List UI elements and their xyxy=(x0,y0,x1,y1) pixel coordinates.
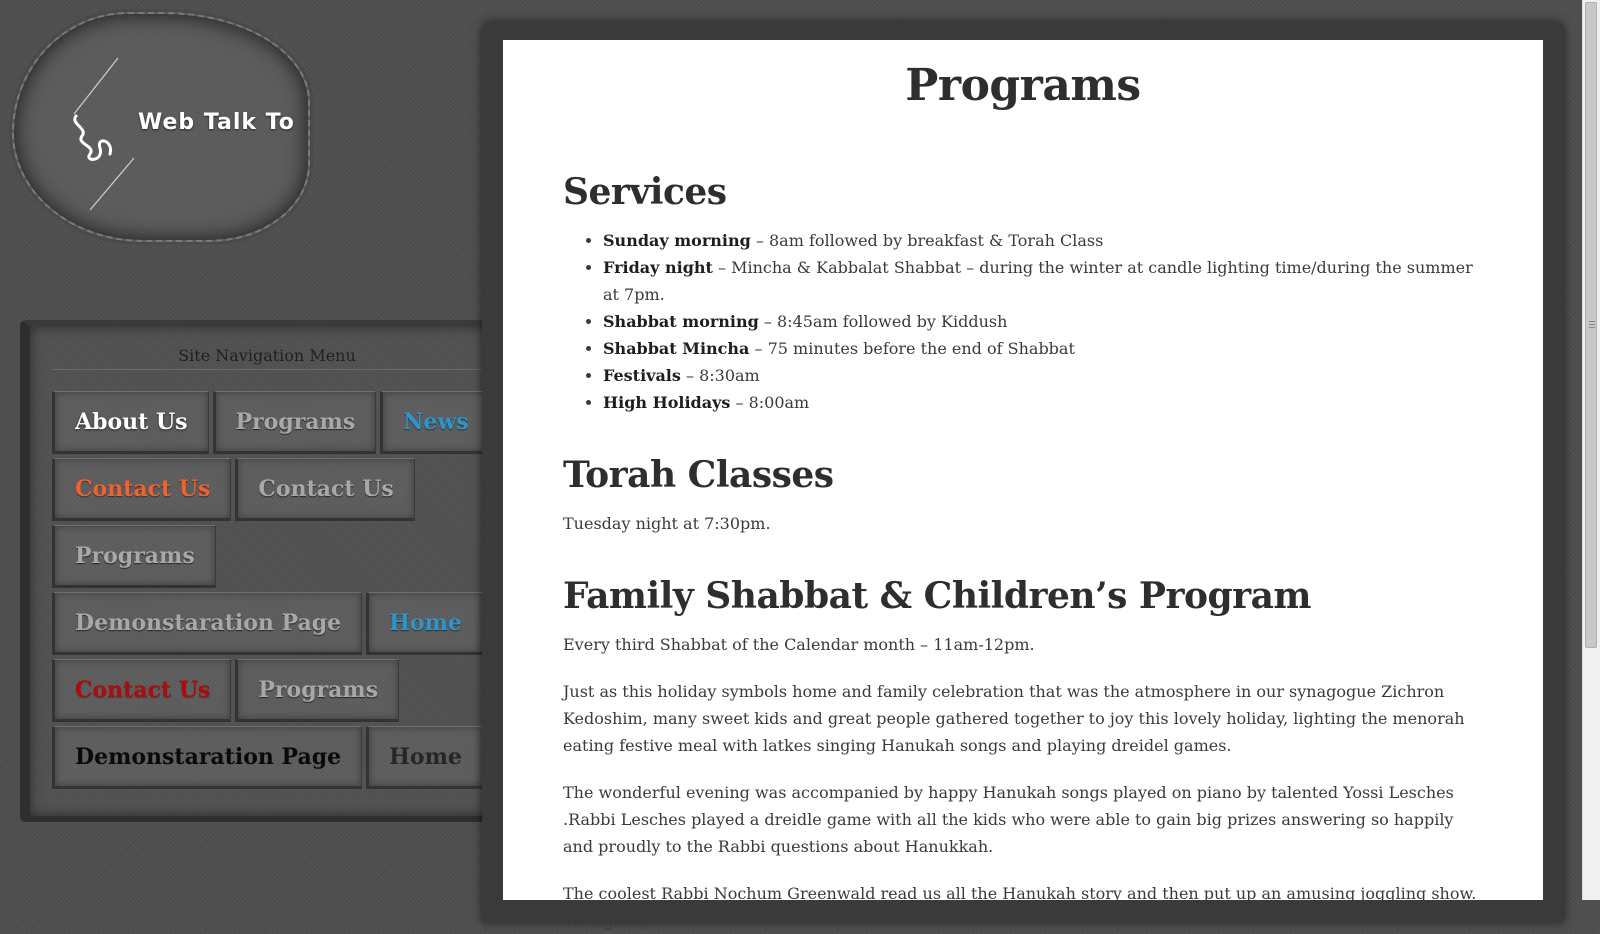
list-item xyxy=(603,308,1483,335)
nav-item-home[interactable]: Home xyxy=(366,592,483,655)
logo-text: Web Talk To xyxy=(138,110,295,135)
family-paragraph: The wonderful evening was accompanied by happy Hanukah songs played on piano by talented Yossi Lesches .Rabbi Lesches played a dreidle game with all the kids who were able to gain big prizes answering so happily and proudly to the Rabbi questions about Hanukkah. xyxy=(563,783,1454,856)
service-detail: – 8:30am xyxy=(680,366,760,385)
services-heading: Services xyxy=(563,171,727,213)
nav-item-contact-us[interactable]: Contact Us xyxy=(52,458,231,521)
grip-icon xyxy=(1589,321,1595,329)
list-item xyxy=(603,227,1483,254)
service-name: Sunday morning xyxy=(603,231,751,250)
nav-item-contact-us[interactable]: Contact Us xyxy=(235,458,414,521)
torah-classes-text: Tuesday night at 7:30pm. xyxy=(563,514,771,533)
page-title: Programs xyxy=(905,60,1141,111)
service-detail: – 8:45am followed by Kiddush xyxy=(758,312,1008,331)
site-navigation-panel xyxy=(20,320,492,822)
family-program-heading: Family Shabbat & Children’s Program xyxy=(563,575,1312,617)
nav-row xyxy=(52,391,472,454)
services-list xyxy=(563,227,1483,416)
nav-row xyxy=(52,659,472,722)
site-logo[interactable] xyxy=(12,12,310,242)
family-paragraph: Just as this holiday symbols home and family celebration that was the atmosphere in our synagogue Zichron Kedoshim, many sweet kids and great people gathered together to joy this lovely holiday, lighting the menorah eating festive meal with latkes singing Hanukah songs and playing dreidel games. xyxy=(563,682,1465,755)
list-item xyxy=(603,254,1483,308)
nav-row xyxy=(52,458,472,521)
service-detail: – 8am followed by breakfast & Torah Class xyxy=(750,231,1104,250)
list-item xyxy=(603,389,1483,416)
service-name: Festivals xyxy=(603,366,681,385)
service-name: Friday night xyxy=(603,258,713,277)
service-name: Shabbat Mincha xyxy=(603,339,750,358)
nav-item-demonstration-page[interactable]: Demonstaration Page xyxy=(52,592,362,655)
family-paragraph: The coolest Rabbi Nochum Greenwald read us all the Hanukah story and then put up an amusing joggling show. We lighted xyxy=(563,884,1477,930)
list-item xyxy=(603,362,1483,389)
scrollbar-thumb[interactable] xyxy=(1585,2,1597,648)
service-detail: – 75 minutes before the end of Shabbat xyxy=(749,339,1075,358)
family-paragraph: Every third Shabbat of the Calendar month – 11am-12pm. xyxy=(563,635,1035,654)
nav-item-contact-us[interactable]: Contact Us xyxy=(52,659,231,722)
nav-item-news[interactable]: News xyxy=(380,391,489,454)
torah-classes-heading: Torah Classes xyxy=(563,454,834,496)
nav-item-demonstration-page[interactable]: Demonstaration Page xyxy=(52,726,362,789)
nav-item-programs[interactable]: Programs xyxy=(235,659,399,722)
nav-item-home[interactable]: Home xyxy=(366,726,483,789)
nav-row xyxy=(52,525,472,588)
nav-title: Site Navigation Menu xyxy=(52,346,482,370)
service-detail: – 8:00am xyxy=(730,393,810,412)
service-name: High Holidays xyxy=(603,393,731,412)
main-content xyxy=(503,40,1543,930)
service-name: Shabbat morning xyxy=(603,312,759,331)
nav-menu xyxy=(52,391,472,793)
nav-item-programs[interactable]: Programs xyxy=(213,391,377,454)
nav-row xyxy=(52,592,472,655)
squiggle-logo-icon xyxy=(70,58,140,210)
nav-item-about-us[interactable]: About Us xyxy=(52,391,209,454)
list-item xyxy=(603,335,1483,362)
nav-item-programs[interactable]: Programs xyxy=(52,525,216,588)
service-detail: – Mincha & Kabbalat Shabbat – during the winter at candle lighting time/during the summer at 7pm. xyxy=(603,258,1473,304)
nav-row xyxy=(52,726,472,789)
vertical-scrollbar[interactable] xyxy=(1582,0,1600,900)
